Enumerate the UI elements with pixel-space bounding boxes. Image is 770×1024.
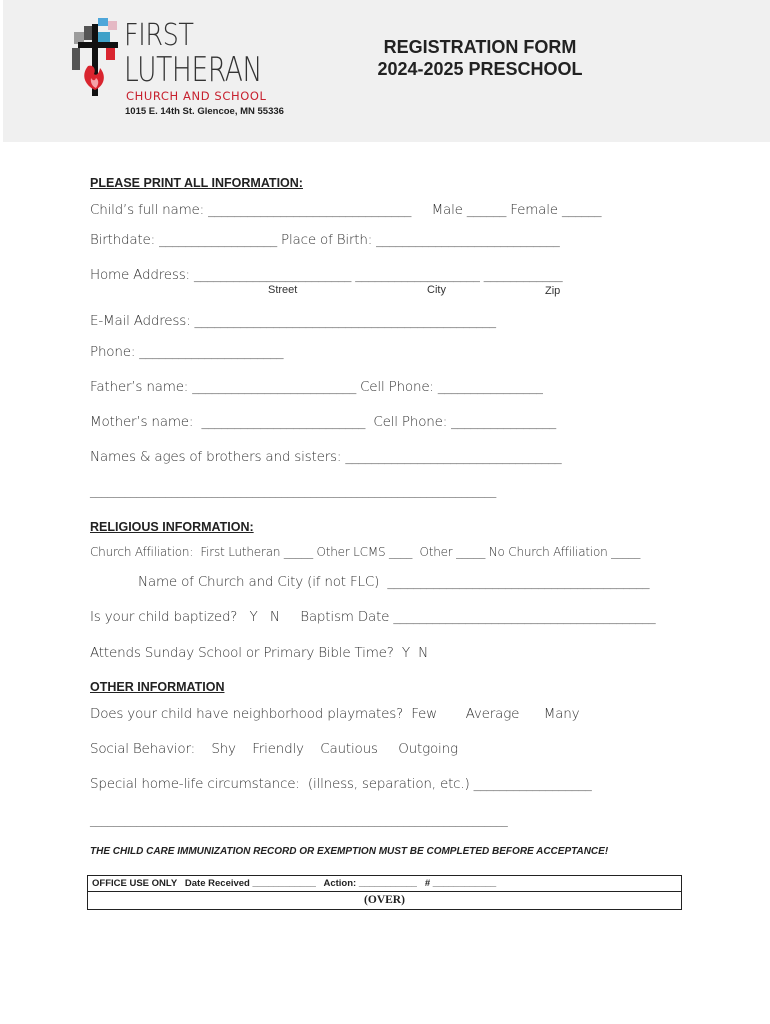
church-address: 1015 E. 14th St. Glencoe, MN 55336: [125, 106, 284, 117]
cross-flame-icon: [72, 18, 122, 100]
street-label: Street: [268, 284, 298, 296]
logo-tagline: CHURCH AND SCHOOL: [126, 89, 267, 103]
office-use-row: OFFICE USE ONLY Date Received ____________ Action: ___________ # ____________: [88, 876, 681, 892]
church-affiliation-field[interactable]: Church Affiliation: First Lutheran _____ Other LCMS ____ Other _____ No Church Affiliation _____: [90, 545, 641, 559]
over-label: (OVER): [364, 894, 405, 906]
playmates-field[interactable]: Does your child have neighborhood playmates? Few Average Many: [90, 706, 580, 722]
form-title-line2: 2024-2025 PRESCHOOL: [377, 59, 583, 79]
sunday-school-field[interactable]: Attends Sunday School or Primary Bible Time? Y N: [90, 645, 429, 661]
birth-field[interactable]: Birthdate: __________________ Place of Birth: ____________________________: [90, 232, 560, 248]
special-circumstance-field[interactable]: Special home-life circumstance: (illness, separation, etc.) __________________: [90, 776, 592, 792]
office-use-box: [87, 875, 682, 910]
phone-field[interactable]: Phone: ______________________: [90, 344, 284, 360]
church-name-field[interactable]: Name of Church and City (if not FLC) ________________________________________: [138, 574, 650, 590]
logo-wordmark-lutheran: LUTHERAN: [124, 50, 262, 90]
home-address-field[interactable]: Home Address: ________________________ ___________________ ____________: [90, 267, 563, 283]
form-title-line1: REGISTRATION FORM: [383, 37, 577, 57]
child-name-field[interactable]: Child’s full name: _______________________________ Male ______ Female ______: [90, 202, 602, 218]
section-heading-religious: RELIGIOUS INFORMATION:: [90, 520, 254, 534]
siblings-field[interactable]: Names & ages of brothers and sisters: _________________________________: [90, 449, 562, 465]
special-extra-line[interactable]: ________________________________________________________________________: [90, 813, 508, 827]
section-heading-other: OTHER INFORMATION: [90, 680, 225, 694]
mother-field[interactable]: Mother’s name: _________________________ Cell Phone: ________________: [90, 414, 556, 430]
logo-wordmark-first: FIRST: [124, 18, 194, 53]
siblings-extra-line[interactable]: ______________________________________________________________________: [90, 484, 497, 498]
form-title: [340, 36, 620, 80]
zip-label: Zip: [545, 285, 561, 297]
section-heading-print-info: PLEASE PRINT ALL INFORMATION:: [90, 176, 303, 190]
social-behavior-field[interactable]: Social Behavior: Shy Friendly Cautious Outgoing: [90, 741, 458, 757]
baptized-field[interactable]: Is your child baptized? Y N Baptism Date ________________________________________: [90, 609, 656, 625]
immunization-notice: THE CHILD CARE IMMUNIZATION RECORD OR EXEMPTION MUST BE COMPLETED BEFORE ACCEPTANCE!: [90, 846, 609, 857]
email-field[interactable]: E-Mail Address: ______________________________________________: [90, 313, 496, 329]
father-field[interactable]: Father’s name: _________________________ Cell Phone: ________________: [90, 379, 543, 395]
city-label: City: [427, 284, 446, 296]
